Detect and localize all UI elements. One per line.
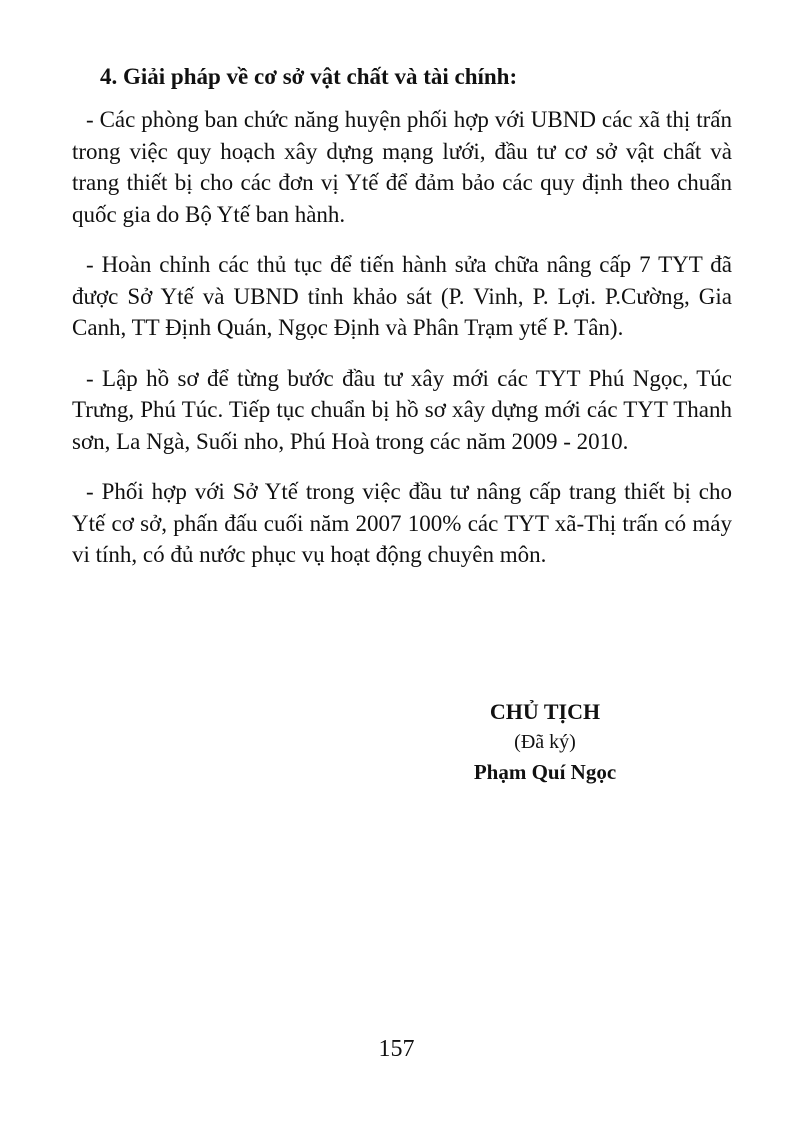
document-body [72, 62, 732, 590]
signature-note: (Đã ký) [514, 731, 576, 753]
signature-block [420, 697, 670, 787]
paragraph-new-construction: - Lập hồ sơ để từng bước đầu tư xây mới các TYT Phú Ngọc, Túc Trưng, Phú Túc. Tiếp tục chuẩn bị hồ sơ xây dựng mới các TYT Thanh sơn, La Ngà, Suối nho, Phú Hoà trong các năm 2009 - 2010. [72, 365, 732, 454]
signature-name: Phạm Quí Ngọc [473, 760, 617, 784]
paragraph-repair: - Hoàn chỉnh các thủ tục để tiến hành sửa chữa nâng cấp 7 TYT đã được Sở Ytế và UBND tỉnh khảo sát (P. Vinh, P. Lợi. P.Cường, Gia Canh, TT Định Quán, Ngọc Định và Phân Trạm ytế P. Tân). [72, 252, 732, 340]
section-heading: 4. Giải pháp về cơ sở vật chất và tài chính: [100, 64, 518, 89]
paragraph-equipment: - Phối hợp với Sở Ytế trong việc đầu tư nâng cấp trang thiết bị cho Ytế cơ sở, phấn đấu cuối năm 2007 100% các TYT xã-Thị trấn có máy vi tính, có đủ nước phục vụ hoạt động chuyên môn. [72, 479, 732, 567]
signature-title: CHỦ TỊCH [489, 699, 601, 724]
page-number: 157 [378, 1036, 415, 1062]
paragraph-planning: - Các phòng ban chức năng huyện phối hợp với UBND các xã thị trấn trong việc quy hoạch xây dựng mạng lưới, đầu tư cơ sở vật chất và trang thiết bị cho các đơn vị Ytế để đảm bảo các quy định theo chuẩn quốc gia do Bộ Ytế ban hành. [72, 107, 732, 227]
